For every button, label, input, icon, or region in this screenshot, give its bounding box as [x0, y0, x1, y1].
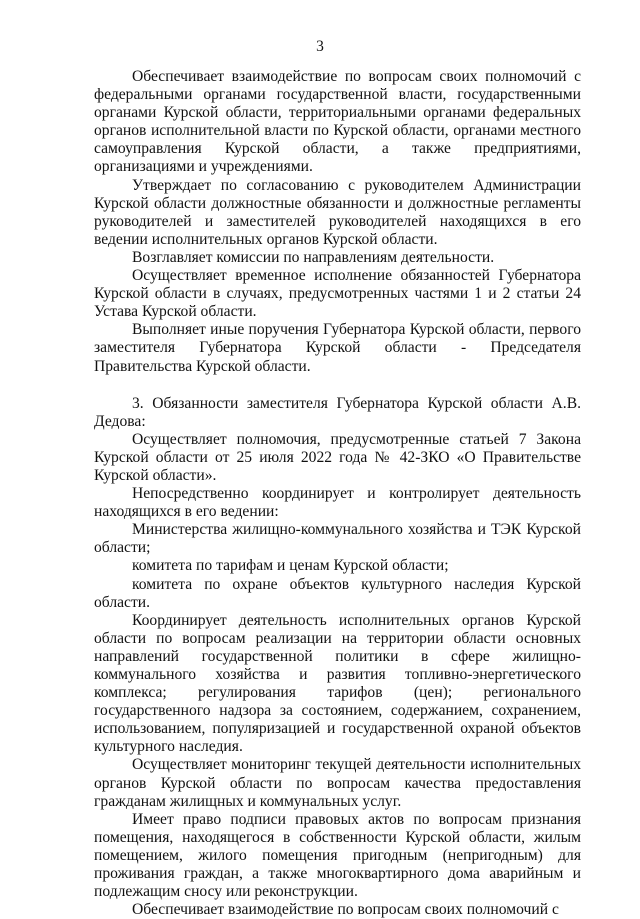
paragraph: Утверждает по согласованию с руководителем Администрации Курской области должностные обязанности и должностные регламенты руководителей и заместителей руководителей находящихся в его ведении исполнительных органов Курской области. — [94, 176, 581, 248]
paragraph: Осуществляет полномочия, предусмотренные статьей 7 Закона Курской области от 25 июля 2022 года № 42-ЗКО «О Правительстве Курской области». — [94, 430, 581, 484]
paragraph: Выполняет иные поручения Губернатора Курской области, первого заместителя Губернатора Курской области - Председателя Правительства Курской области. — [94, 321, 581, 375]
page-number: 3 — [316, 38, 324, 55]
document-body — [94, 68, 581, 919]
paragraph: Обеспечивает взаимодействие по вопросам своих полномочий с — [132, 901, 559, 919]
list-item: комитета по тарифам и ценам Курской области; — [132, 557, 449, 575]
paragraph: Координирует деятельность исполнительных органов Курской области по вопросам реализации на территории области основных направлений государственной политики в сфере жилищно-коммунального хозяйства и развития топливно-энергетического комплекса; регулирования тарифов (цен); регионального государственного надзора за состоянием, содержанием, сохранением, использованием, популяризацией и государственной охраной объектов культурного наследия. — [94, 611, 581, 756]
paragraph: Имеет право подписи правовых актов по вопросам признания помещения, находящегося в собственности Курской области, жилым помещением, жилого помещения пригодным (непригодным) для проживания граждан, а также многоквартирного дома аварийным и подлежащим сносу или реконструкции. — [94, 810, 581, 901]
list-item: Министерства жилищно-коммунального хозяйства и ТЭК Курской области; — [94, 521, 581, 557]
paragraph: Возглавляет комиссии по направлениям деятельности. — [132, 248, 495, 266]
paragraph: Осуществляет временное исполнение обязанностей Губернатора Курской области в случаях, предусмотренных частями 1 и 2 статьи 24 Устава Курской области. — [94, 267, 581, 321]
paragraph: Осуществляет мониторинг текущей деятельности исполнительных органов Курской области по вопросам качества предоставления гражданам жилищных и коммунальных услуг. — [94, 756, 581, 810]
section-heading: 3. Обязанности заместителя Губернатора Курской области А.В. Дедова: — [94, 394, 581, 430]
paragraph: Непосредственно координирует и контролирует деятельность находящихся в его ведении: — [94, 485, 581, 521]
paragraph: Обеспечивает взаимодействие по вопросам своих полномочий с федеральными органами государственной власти, государственными органами Курской области, территориальными органами федеральных органов исполнительной власти по Курской области, органами местного самоуправления Курской области, а также предприятиями, организациями и учреждениями. — [94, 68, 581, 176]
list-item: комитета по охране объектов культурного наследия Курской области. — [94, 575, 581, 611]
